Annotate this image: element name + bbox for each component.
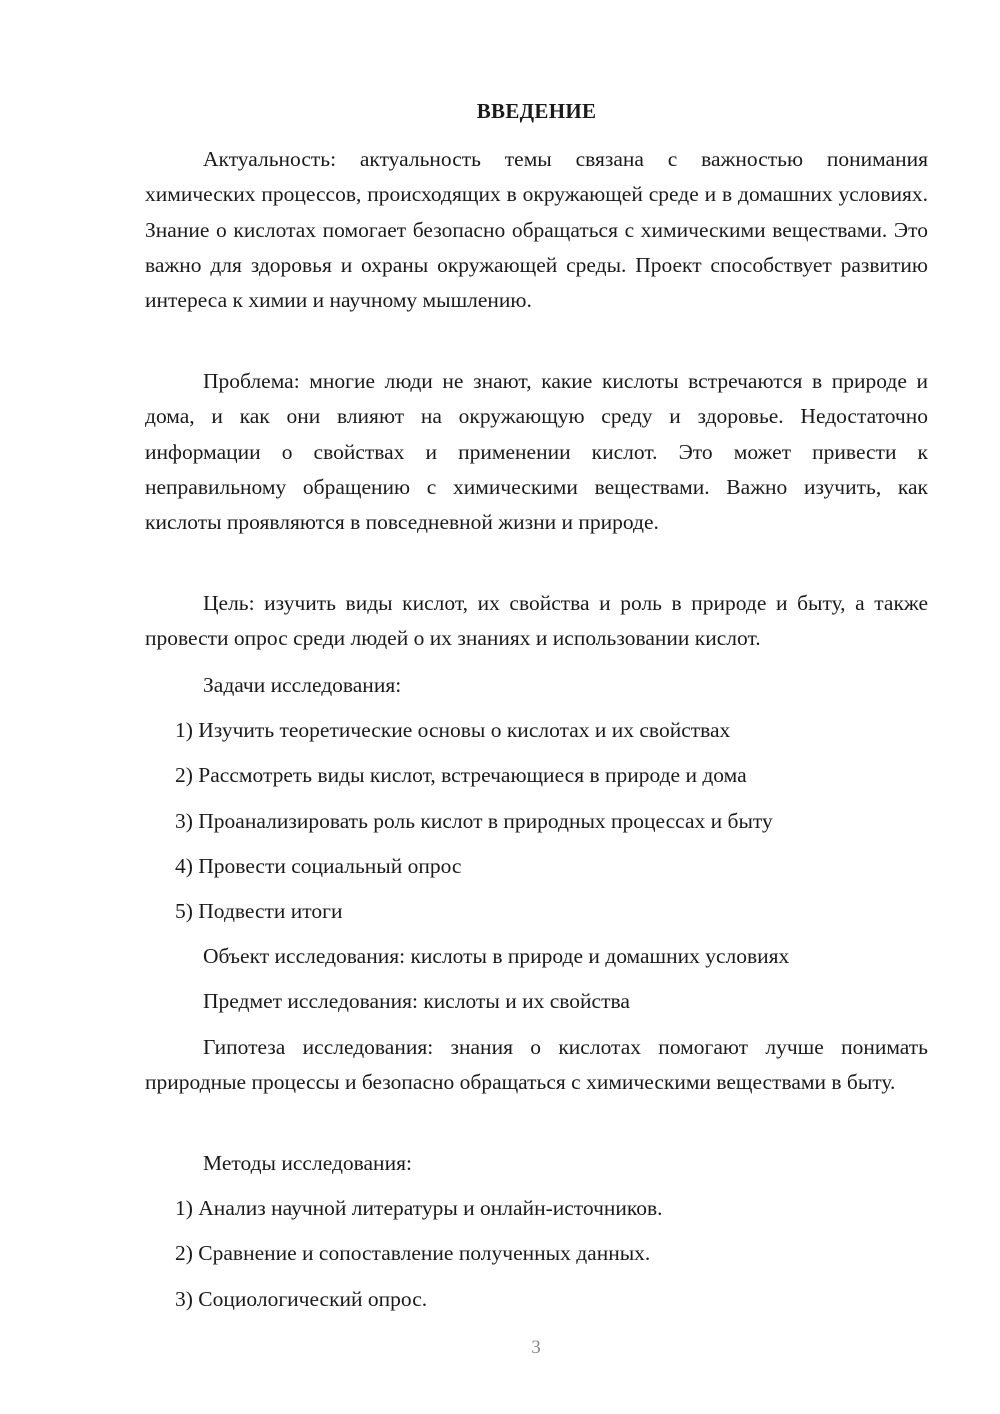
method-item: 3) Социологический опрос. <box>175 1287 428 1311</box>
problem-paragraph: Проблема: многие люди не знают, какие кислоты встречаются в природе и дома, и как они влияют на окружающую среду и здоровье. Недостаточно информации о свойствах и применении кислот. Это может привести к неправильному обращению с химическими веществами. Важно изучить, как кислоты проявляются в повседневной жизни и природе. <box>145 369 928 535</box>
task-item: 3) Проанализировать роль кислот в природных процессах и быту <box>175 809 773 833</box>
methods-title: Методы исследования: <box>203 1151 412 1175</box>
method-item: 1) Анализ научной литературы и онлайн-источников. <box>175 1196 663 1220</box>
relevance-paragraph: Актуальность: актуальность темы связана с важностью понимания химических процессов, происходящих в окружающей среде и в домашних условиях. Знание о кислотах помогает безопасно обращаться с химическими веществами. Это важно для здоровья и охраны окружающей среды. Проект способствует развитию интереса к химии и научному мышлению. <box>145 147 928 313</box>
task-item: 4) Провести социальный опрос <box>175 854 462 878</box>
method-item: 2) Сравнение и сопоставление полученных данных. <box>175 1241 651 1265</box>
tasks-title: Задачи исследования: <box>203 673 402 697</box>
hypothesis-paragraph: Гипотеза исследования: знания о кислотах помогают лучше понимать природные процессы и безопасно обращаться с химическими веществами в быту. <box>145 1035 928 1095</box>
page-title: ВВЕДЕНИЕ <box>476 99 597 123</box>
goal-paragraph: Цель: изучить виды кислот, их свойства и роль в природе и быту, а также провести опрос среди людей о их знаниях и использовании кислот. <box>145 591 928 651</box>
subject-line: Предмет исследования: кислоты и их свойства <box>203 989 630 1013</box>
object-line: Объект исследования: кислоты в природе и домашних условиях <box>203 944 790 968</box>
task-item: 5) Подвести итоги <box>175 899 343 923</box>
task-item: 2) Рассмотреть виды кислот, встречающиеся в природе и дома <box>175 763 747 787</box>
task-item: 1) Изучить теоретические основы о кислотах и их свойствах <box>175 718 731 742</box>
page-number: 3 <box>531 1337 541 1358</box>
